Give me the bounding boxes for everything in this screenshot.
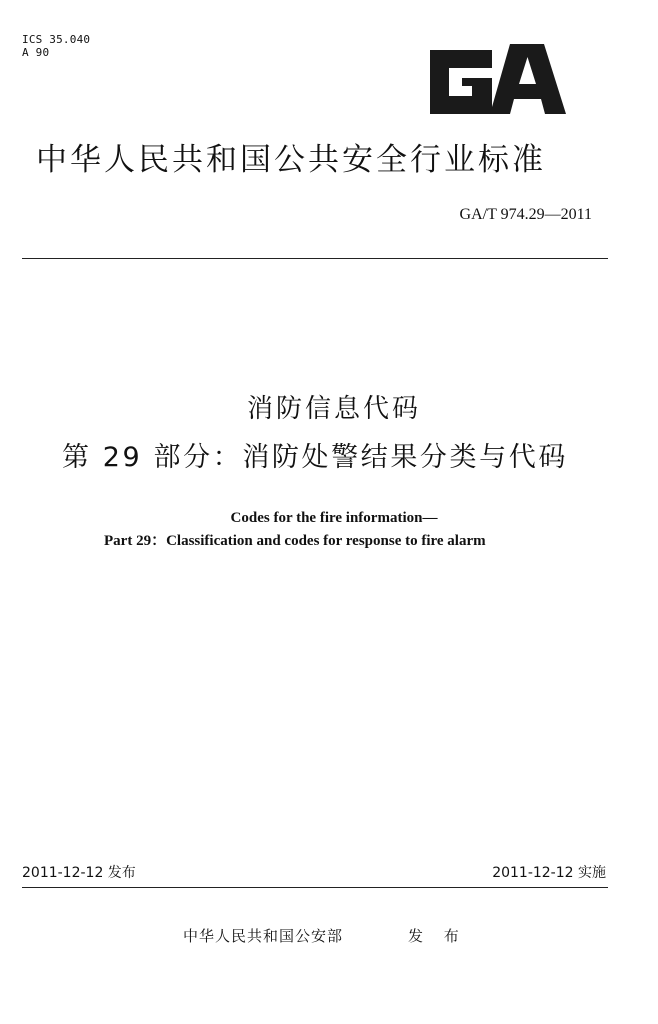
ga-logo-letter-a bbox=[490, 44, 566, 114]
publish-label: 发 布 bbox=[408, 927, 467, 945]
publisher-name: 中华人民共和国公安部 bbox=[183, 927, 344, 945]
title-en-part: Part 29：Classification and codes for response to fire alarm bbox=[104, 533, 486, 549]
ccs-code: A 90 bbox=[22, 46, 50, 59]
header-divider bbox=[22, 258, 608, 259]
ga-logo-letter-g bbox=[430, 50, 492, 114]
ga-logo bbox=[426, 44, 566, 114]
implementation-date: 2011-12-12 实施 bbox=[492, 865, 606, 881]
issue-date: 2011-12-12 发布 bbox=[22, 865, 136, 881]
title-en-main: Codes for the fire information— bbox=[230, 510, 438, 526]
ics-code: ICS 35.040 bbox=[22, 33, 91, 46]
title-cn-main: 消防信息代码 bbox=[246, 394, 421, 424]
footer-divider bbox=[22, 887, 608, 888]
standard-number: GA/T 974.29—2011 bbox=[459, 206, 592, 223]
standard-category: 中华人民共和国公共安全行业标准 bbox=[36, 142, 546, 178]
title-cn-part: 第 29 部分：消防处警结果分类与代码 bbox=[62, 442, 568, 473]
